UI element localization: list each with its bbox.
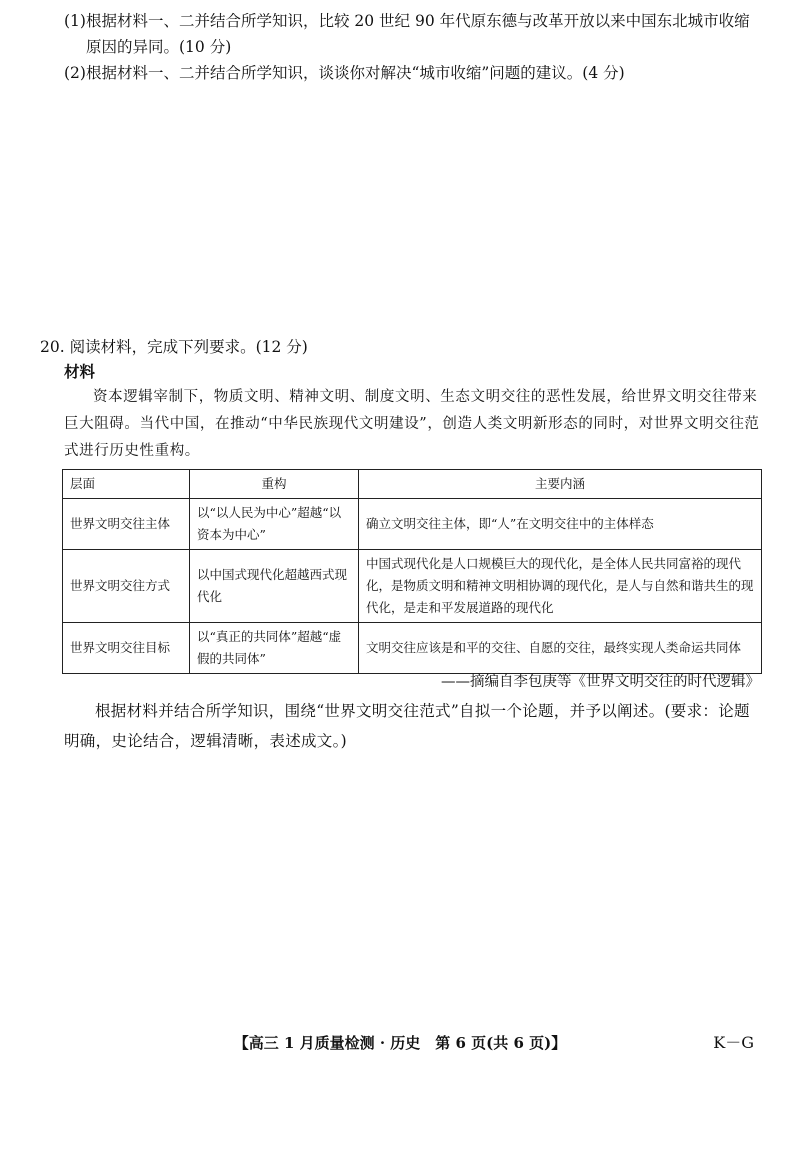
table-row — [63, 623, 762, 674]
paper-code: K－G — [713, 1033, 754, 1052]
question-1-line-1: (1)根据材料一、二并结合所学知识，比较 20 世纪 90 年代原东德与改革开放以来中国东北城市收缩 — [64, 12, 750, 30]
question-20-task: 根据材料并结合所学知识，围绕“世界文明交往范式”自拟一个论题，并予以阐述。(要求：论题明确，史论结合，逻辑清晰，表述成文。) — [64, 702, 750, 750]
question-20-heading: 20. 阅读材料，完成下列要求。(12 分) — [40, 338, 308, 356]
table-cell: 以“真正的共同体”超越“虚假的共同体” — [190, 623, 359, 674]
table-cell: 世界文明交往方式 — [63, 550, 190, 623]
table-header-row — [63, 470, 762, 499]
table-cell: 以“以人民为中心”超越“以资本为中心” — [190, 499, 359, 550]
question-1-line-2: 原因的异同。(10 分) — [86, 38, 232, 56]
table-cell: 中国式现代化是人口规模巨大的现代化，是全体人民共同富裕的现代化，是物质文明和精神文明相协调的现代化，是人与自然和谐共生的现代化，是走和平发展道路的现代化 — [359, 550, 762, 623]
table-header: 重构 — [190, 470, 359, 499]
table-header: 层面 — [63, 470, 190, 499]
page-footer: 【高三 1 月质量检测 · 历史 第 6 页(共 6 页)】 — [233, 1034, 567, 1052]
table-header: 主要内涵 — [359, 470, 762, 499]
material-source: ——摘编自李包庚等《世界文明交往的时代逻辑》 — [441, 674, 760, 690]
table-cell: 文明交往应该是和平的交往、自愿的交往，最终实现人类命运共同体 — [359, 623, 762, 674]
question-2: (2)根据材料一、二并结合所学知识，谈谈你对解决“城市收缩”问题的建议。(4 分) — [64, 64, 625, 82]
table-row — [63, 499, 762, 550]
material-text: 资本逻辑宰制下，物质文明、精神文明、制度文明、生态文明交往的恶性发展，给世界文明交往带来巨大阻碍。当代中国，在推动“中华民族现代文明建设”，创造人类文明新形态的同时，对世界文明交往范式进行历史性重构。 — [64, 389, 760, 459]
table-row — [63, 550, 762, 623]
reconstruction-table — [62, 469, 762, 674]
table-cell: 确立文明交往主体，即“人”在文明交往中的主体样态 — [359, 499, 762, 550]
table-cell: 世界文明交往主体 — [63, 499, 190, 550]
table-cell: 世界文明交往目标 — [63, 623, 190, 674]
table-cell: 以中国式现代化超越西式现代化 — [190, 550, 359, 623]
material-label: 材料 — [64, 362, 96, 381]
